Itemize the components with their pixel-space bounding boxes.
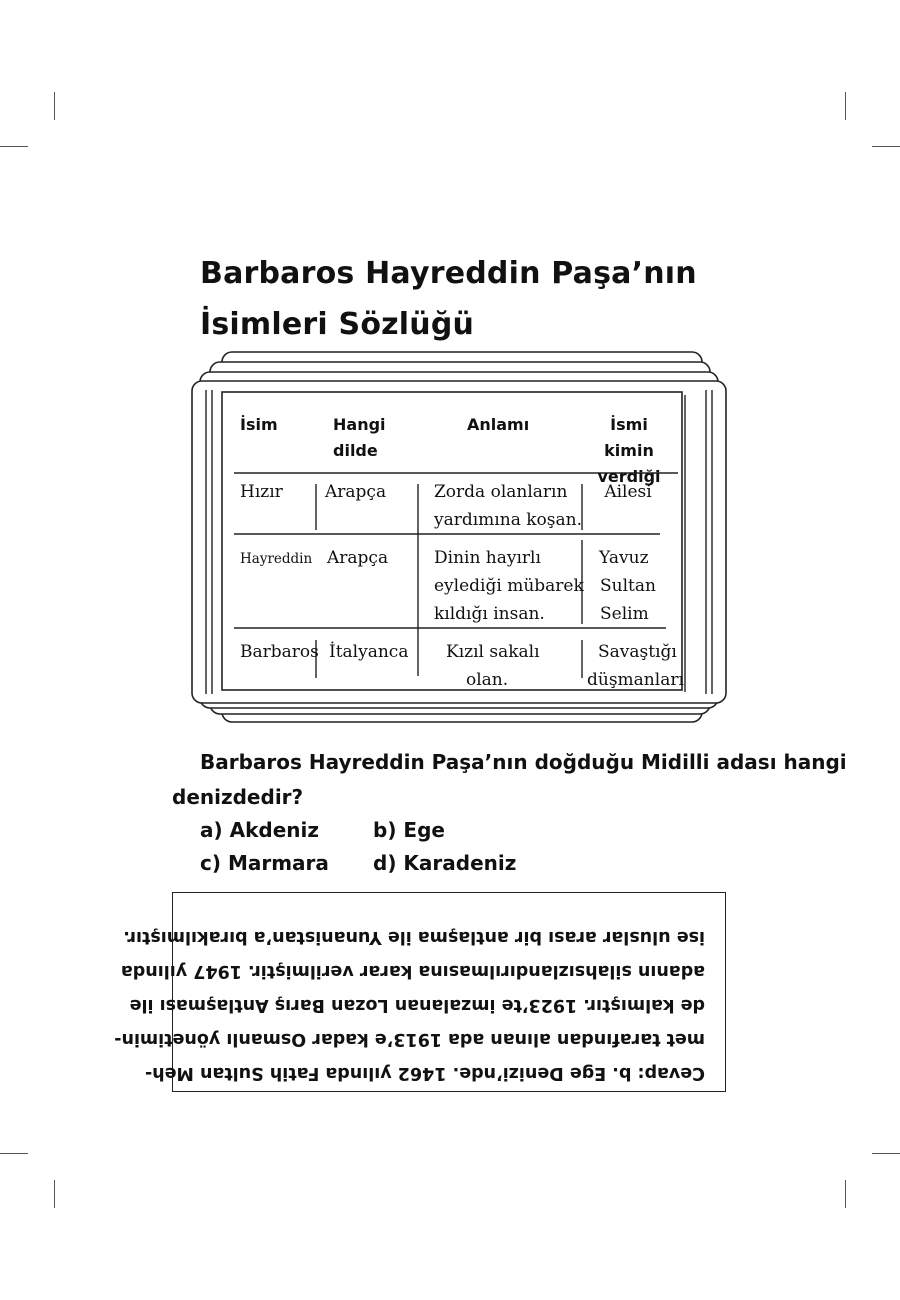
answer-box xyxy=(114,892,726,1092)
row1-language: Arapça xyxy=(325,482,387,502)
row3-giver-2: düşmanları xyxy=(587,670,684,690)
row2-meaning-1: Dinin hayırlı xyxy=(434,548,541,568)
row3-meaning-2: olan. xyxy=(466,670,509,690)
page-title: Barbaros Hayreddin Paşa’nın İsimleri Sözlüğü xyxy=(200,256,697,342)
header-name: İsim xyxy=(240,415,278,434)
row3-meaning-1: Kızıl sakalı xyxy=(446,642,540,662)
option-a: a) Akdeniz xyxy=(200,818,319,842)
header-giver-1: İsmi xyxy=(610,415,648,434)
row2-language: Arapça xyxy=(327,548,389,568)
header-language-2: dilde xyxy=(333,441,378,460)
answer-line-1: Cevap: b. Ege Denizi’nde. 1462 yılında Fatih Sultan Meh- xyxy=(144,1063,705,1083)
row1-meaning-1: Zorda olanların xyxy=(434,482,568,502)
option-c: c) Marmara xyxy=(200,851,329,875)
row3-giver-1: Savaştığı xyxy=(598,642,677,662)
row1-giver: Ailesi xyxy=(604,482,652,502)
header-giver-2: kimin verdiği xyxy=(597,441,661,486)
question-line-2: denizdedir? xyxy=(172,785,304,809)
row2-giver-3: Selim xyxy=(600,604,649,624)
row3-language: İtalyanca xyxy=(329,642,409,662)
option-d: d) Karadeniz xyxy=(373,851,517,875)
answer-line-2: met tarafından alınan ada 1913’e kadar Osmanlı yönetimin- xyxy=(114,1029,705,1049)
row3-name: Barbaros xyxy=(240,642,319,662)
row1-name: Hızır xyxy=(240,482,283,502)
row2-giver-1: Yavuz xyxy=(599,548,649,568)
row2-meaning-3: kıldığı insan. xyxy=(434,604,545,624)
answer-line-3: de kalmıştır. 1923’te imzalanan Lozan Barış Antlaşması ile xyxy=(129,995,705,1015)
row2-meaning-2: eylediği mübarek xyxy=(434,576,584,596)
question-line-1: Barbaros Hayreddin Paşa’nın doğduğu Midilli adası hangi xyxy=(200,750,847,774)
answer-line-5: ise uluslar arası bir antlaşma ile Yunanistan’a bırakılmıştır. xyxy=(123,927,705,947)
answer-text-rotated xyxy=(114,893,727,1093)
answer-line-4: adanın silahsızlandırılmasına karar verilmiştir. 1947 yılında xyxy=(120,961,705,981)
option-b: b) Ege xyxy=(373,818,445,842)
header-language-1: Hangi xyxy=(333,415,386,434)
header-meaning: Anlamı xyxy=(467,415,530,434)
row2-giver-2: Sultan xyxy=(600,576,656,596)
row1-meaning-2: yardımına koşan. xyxy=(434,510,582,530)
row2-name: Hayreddin xyxy=(240,551,313,567)
